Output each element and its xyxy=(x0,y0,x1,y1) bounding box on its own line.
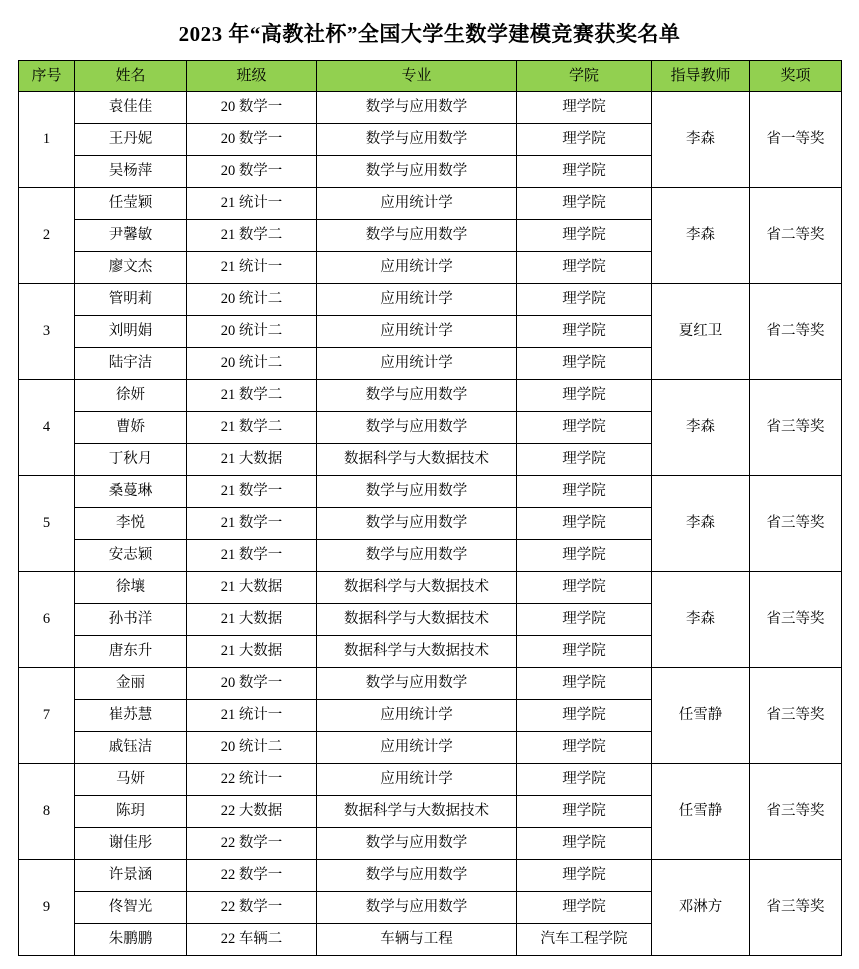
cell-name: 安志颖 xyxy=(75,540,187,572)
cell-teacher: 李森 xyxy=(652,380,750,476)
cell-major: 数学与应用数学 xyxy=(317,508,517,540)
column-header-class: 班级 xyxy=(187,61,317,92)
page-title: 2023 年“高教社杯”全国大学生数学建模竞赛获奖名单 xyxy=(178,22,681,46)
cell-class: 20 数学一 xyxy=(187,668,317,700)
cell-award: 省二等奖 xyxy=(750,284,842,380)
cell-major: 应用统计学 xyxy=(317,764,517,796)
cell-name: 徐妍 xyxy=(75,380,187,412)
cell-no: 1 xyxy=(19,92,75,188)
table-row xyxy=(19,380,842,412)
cell-name: 王丹妮 xyxy=(75,124,187,156)
cell-name: 佟智光 xyxy=(75,892,187,924)
cell-major: 数学与应用数学 xyxy=(317,540,517,572)
cell-award: 省三等奖 xyxy=(750,860,842,956)
table-header-row xyxy=(19,61,842,92)
cell-major: 数学与应用数学 xyxy=(317,380,517,412)
cell-class: 20 统计二 xyxy=(187,284,317,316)
award-list-table xyxy=(18,60,842,956)
cell-no: 5 xyxy=(19,476,75,572)
cell-major: 数据科学与大数据技术 xyxy=(317,636,517,668)
cell-major: 应用统计学 xyxy=(317,348,517,380)
cell-class: 20 统计二 xyxy=(187,732,317,764)
cell-major: 数学与应用数学 xyxy=(317,412,517,444)
cell-name: 桑蔓琳 xyxy=(75,476,187,508)
cell-teacher: 李森 xyxy=(652,572,750,668)
cell-class: 20 数学一 xyxy=(187,156,317,188)
cell-class: 21 数学二 xyxy=(187,412,317,444)
cell-name: 马妍 xyxy=(75,764,187,796)
cell-college: 理学院 xyxy=(517,156,652,188)
table-body xyxy=(19,92,842,956)
cell-class: 21 大数据 xyxy=(187,572,317,604)
cell-class: 21 数学二 xyxy=(187,220,317,252)
cell-name: 任莹颖 xyxy=(75,188,187,220)
table-row xyxy=(19,284,842,316)
cell-major: 数学与应用数学 xyxy=(317,892,517,924)
cell-teacher: 邓淋方 xyxy=(652,860,750,956)
cell-award: 省三等奖 xyxy=(750,380,842,476)
cell-class: 21 数学二 xyxy=(187,380,317,412)
cell-college: 理学院 xyxy=(517,252,652,284)
cell-college: 理学院 xyxy=(517,540,652,572)
column-header-major: 专业 xyxy=(317,61,517,92)
cell-college: 理学院 xyxy=(517,604,652,636)
cell-college: 理学院 xyxy=(517,572,652,604)
cell-name: 袁佳佳 xyxy=(75,92,187,124)
cell-class: 21 统计一 xyxy=(187,700,317,732)
cell-no: 3 xyxy=(19,284,75,380)
column-header-name: 姓名 xyxy=(75,61,187,92)
cell-class: 20 数学一 xyxy=(187,92,317,124)
cell-college: 理学院 xyxy=(517,380,652,412)
cell-major: 数据科学与大数据技术 xyxy=(317,572,517,604)
cell-major: 数学与应用数学 xyxy=(317,220,517,252)
table-row xyxy=(19,476,842,508)
cell-major: 数学与应用数学 xyxy=(317,92,517,124)
cell-major: 应用统计学 xyxy=(317,284,517,316)
cell-name: 李悦 xyxy=(75,508,187,540)
cell-class: 22 数学一 xyxy=(187,892,317,924)
cell-no: 2 xyxy=(19,188,75,284)
cell-major: 数学与应用数学 xyxy=(317,476,517,508)
cell-class: 22 大数据 xyxy=(187,796,317,828)
cell-class: 22 统计一 xyxy=(187,764,317,796)
cell-college: 理学院 xyxy=(517,668,652,700)
cell-college: 理学院 xyxy=(517,188,652,220)
cell-award: 省一等奖 xyxy=(750,92,842,188)
cell-major: 数学与应用数学 xyxy=(317,828,517,860)
cell-name: 谢佳彤 xyxy=(75,828,187,860)
cell-award: 省三等奖 xyxy=(750,572,842,668)
cell-name: 唐东升 xyxy=(75,636,187,668)
cell-name: 陆宇洁 xyxy=(75,348,187,380)
cell-teacher: 李森 xyxy=(652,188,750,284)
cell-college: 理学院 xyxy=(517,92,652,124)
cell-no: 7 xyxy=(19,668,75,764)
cell-award: 省三等奖 xyxy=(750,668,842,764)
cell-teacher: 夏红卫 xyxy=(652,284,750,380)
cell-class: 21 数学一 xyxy=(187,540,317,572)
cell-name: 管明莉 xyxy=(75,284,187,316)
table-row xyxy=(19,860,842,892)
cell-college: 理学院 xyxy=(517,828,652,860)
cell-college: 理学院 xyxy=(517,220,652,252)
table-row xyxy=(19,188,842,220)
cell-name: 朱鹏鹏 xyxy=(75,924,187,956)
table-row xyxy=(19,764,842,796)
cell-award: 省三等奖 xyxy=(750,476,842,572)
cell-college: 理学院 xyxy=(517,316,652,348)
cell-no: 4 xyxy=(19,380,75,476)
cell-name: 丁秋月 xyxy=(75,444,187,476)
cell-class: 20 统计二 xyxy=(187,348,317,380)
cell-name: 戚钰洁 xyxy=(75,732,187,764)
cell-major: 应用统计学 xyxy=(317,188,517,220)
cell-major: 应用统计学 xyxy=(317,732,517,764)
table-row xyxy=(19,92,842,124)
cell-no: 8 xyxy=(19,764,75,860)
cell-major: 数学与应用数学 xyxy=(317,156,517,188)
cell-major: 数学与应用数学 xyxy=(317,860,517,892)
cell-college: 理学院 xyxy=(517,796,652,828)
cell-class: 21 数学一 xyxy=(187,508,317,540)
cell-class: 21 大数据 xyxy=(187,604,317,636)
column-header-teacher: 指导教师 xyxy=(652,61,750,92)
cell-class: 21 大数据 xyxy=(187,636,317,668)
cell-teacher: 任雪静 xyxy=(652,668,750,764)
cell-college: 理学院 xyxy=(517,444,652,476)
cell-major: 应用统计学 xyxy=(317,252,517,284)
cell-college: 理学院 xyxy=(517,764,652,796)
cell-class: 20 数学一 xyxy=(187,124,317,156)
cell-name: 徐壤 xyxy=(75,572,187,604)
cell-college: 理学院 xyxy=(517,860,652,892)
cell-college: 理学院 xyxy=(517,508,652,540)
cell-class: 21 统计一 xyxy=(187,252,317,284)
cell-name: 许景涵 xyxy=(75,860,187,892)
cell-college: 理学院 xyxy=(517,636,652,668)
cell-college: 理学院 xyxy=(517,892,652,924)
cell-teacher: 任雪静 xyxy=(652,764,750,860)
cell-class: 21 统计一 xyxy=(187,188,317,220)
cell-major: 数学与应用数学 xyxy=(317,124,517,156)
cell-class: 21 数学一 xyxy=(187,476,317,508)
cell-name: 孙书洋 xyxy=(75,604,187,636)
cell-name: 廖文杰 xyxy=(75,252,187,284)
cell-class: 20 统计二 xyxy=(187,316,317,348)
cell-no: 9 xyxy=(19,860,75,956)
cell-major: 数据科学与大数据技术 xyxy=(317,796,517,828)
cell-college: 理学院 xyxy=(517,732,652,764)
cell-award: 省三等奖 xyxy=(750,764,842,860)
cell-college: 理学院 xyxy=(517,284,652,316)
cell-name: 金丽 xyxy=(75,668,187,700)
cell-name: 曹娇 xyxy=(75,412,187,444)
cell-major: 数据科学与大数据技术 xyxy=(317,444,517,476)
cell-college: 理学院 xyxy=(517,412,652,444)
cell-class: 22 数学一 xyxy=(187,860,317,892)
table-header xyxy=(19,61,842,92)
cell-teacher: 李森 xyxy=(652,92,750,188)
column-header-college: 学院 xyxy=(517,61,652,92)
cell-college: 理学院 xyxy=(517,476,652,508)
cell-major: 应用统计学 xyxy=(317,316,517,348)
cell-college: 汽车工程学院 xyxy=(517,924,652,956)
cell-class: 21 大数据 xyxy=(187,444,317,476)
table-row xyxy=(19,572,842,604)
cell-name: 尹馨敏 xyxy=(75,220,187,252)
column-header-award: 奖项 xyxy=(750,61,842,92)
cell-major: 数学与应用数学 xyxy=(317,668,517,700)
cell-college: 理学院 xyxy=(517,348,652,380)
column-header-no: 序号 xyxy=(19,61,75,92)
cell-name: 吴杨萍 xyxy=(75,156,187,188)
cell-name: 刘明娟 xyxy=(75,316,187,348)
cell-class: 22 车辆二 xyxy=(187,924,317,956)
cell-major: 数据科学与大数据技术 xyxy=(317,604,517,636)
cell-college: 理学院 xyxy=(517,700,652,732)
cell-name: 陈玥 xyxy=(75,796,187,828)
cell-teacher: 李森 xyxy=(652,476,750,572)
cell-major: 车辆与工程 xyxy=(317,924,517,956)
cell-college: 理学院 xyxy=(517,124,652,156)
cell-class: 22 数学一 xyxy=(187,828,317,860)
cell-no: 6 xyxy=(19,572,75,668)
table-row xyxy=(19,668,842,700)
cell-name: 崔苏慧 xyxy=(75,700,187,732)
cell-major: 应用统计学 xyxy=(317,700,517,732)
cell-award: 省二等奖 xyxy=(750,188,842,284)
